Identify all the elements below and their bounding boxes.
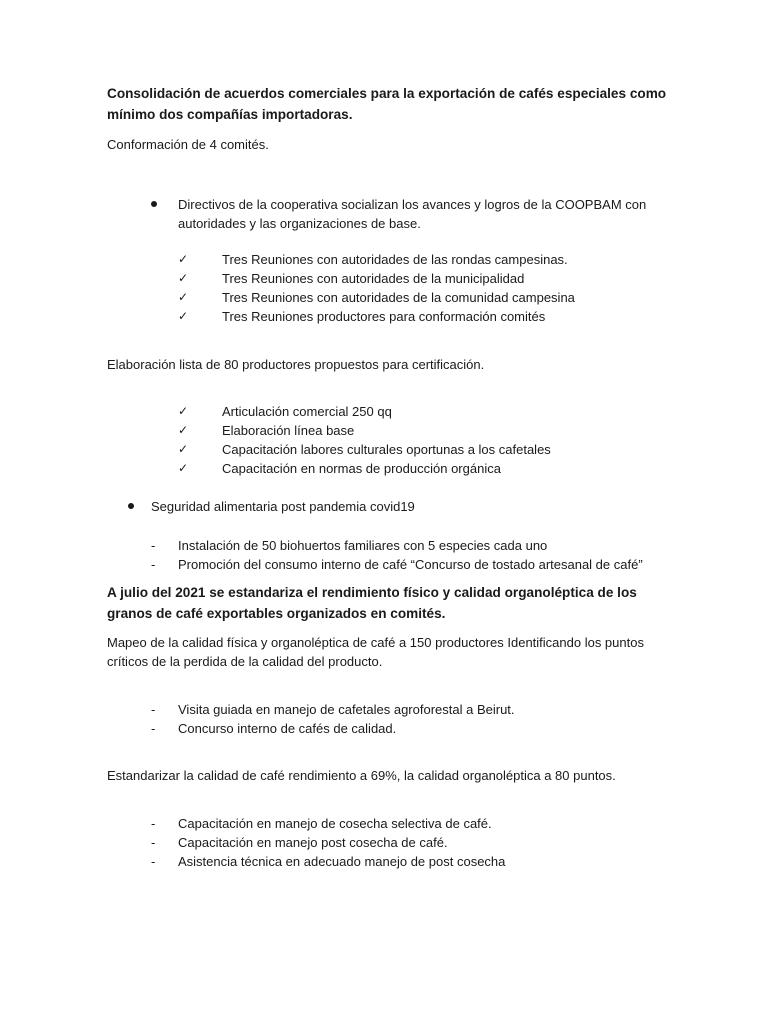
bullet-dot: [128, 503, 134, 509]
dash-marker: -: [151, 557, 156, 572]
dash-marker: -: [151, 702, 156, 717]
check-mark-icon: ✓: [178, 309, 189, 323]
check-item-text: Tres Reuniones productores para conformación comités: [222, 309, 546, 324]
bullet-item-seguridad: Seguridad alimentaria post pandemia covid19: [151, 499, 415, 514]
check-item-text: Tres Reuniones con autoridades de la municipalidad: [222, 271, 525, 286]
check-list-item: [0, 307, 768, 326]
dash-item-text: Promoción del consumo interno de café “Concurso de tostado artesanal de café”: [178, 557, 643, 572]
dash-list-item: [0, 719, 768, 738]
dash-list-item: [0, 536, 768, 555]
dash-marker: -: [151, 816, 156, 831]
check-item-text: Tres Reuniones con autoridades de las rondas campesinas.: [222, 252, 568, 267]
check-list-item: [0, 440, 768, 459]
section-heading-2: A julio del 2021 se estandariza el rendimiento físico y calidad organoléptica de los granos de café exportables organizados en comités.: [107, 585, 637, 621]
check-item-text: Tres Reuniones con autoridades de la comunidad campesina: [222, 290, 575, 305]
check-mark-icon: ✓: [178, 442, 189, 456]
dash-list-item: [0, 700, 768, 719]
dash-marker: -: [151, 538, 156, 553]
check-mark-icon: ✓: [178, 423, 189, 437]
check-mark-icon: ✓: [178, 252, 189, 266]
check-list-item: [0, 421, 768, 440]
check-item-text: Elaboración línea base: [222, 423, 355, 438]
check-mark-icon: ✓: [178, 461, 189, 475]
check-item-text: Articulación comercial 250 qq: [222, 404, 392, 419]
dash-list-item: [0, 555, 768, 574]
dash-marker: -: [151, 721, 156, 736]
paragraph-estandarizar: Estandarizar la calidad de café rendimiento a 69%, la calidad organoléptica a 80 puntos.: [107, 768, 616, 783]
dash-list-item: [0, 852, 768, 871]
dash-item-text: Instalación de 50 biohuertos familiares con 5 especies cada uno: [178, 538, 548, 553]
check-item-text: Capacitación labores culturales oportunas a los cafetales: [222, 442, 551, 457]
dash-list-item: [0, 814, 768, 833]
check-mark-icon: ✓: [178, 271, 189, 285]
dash-item-text: Visita guiada en manejo de cafetales agroforestal a Beirut.: [178, 702, 515, 717]
dash-list-item: [0, 833, 768, 852]
bullet-item-directivos: Directivos de la cooperativa socializan los avances y logros de la COOPBAM con autoridades y las organizaciones de base.: [178, 197, 647, 231]
check-list-item: [0, 250, 768, 269]
bullet-dot: [151, 201, 157, 207]
section-heading-1: Consolidación de acuerdos comerciales para la exportación de cafés especiales como mínimo dos compañías importadoras.: [107, 86, 667, 122]
paragraph-productores: Elaboración lista de 80 productores propuestos para certificación.: [107, 357, 485, 372]
paragraph-comites: Conformación de 4 comités.: [107, 137, 269, 152]
check-list-item: [0, 459, 768, 478]
check-list-item: [0, 288, 768, 307]
dash-item-text: Concurso interno de cafés de calidad.: [178, 721, 397, 736]
dash-marker: -: [151, 835, 156, 850]
dash-item-text: Capacitación en manejo post cosecha de café.: [178, 835, 448, 850]
paragraph-mapeo: Mapeo de la calidad física y organoléptica de café a 150 productores Identificando los puntos críticos de la perdida de la calidad del producto.: [107, 635, 644, 669]
dash-marker: -: [151, 854, 156, 869]
check-list-item: [0, 402, 768, 421]
check-item-text: Capacitación en normas de producción orgánica: [222, 461, 501, 476]
check-list-item: [0, 269, 768, 288]
dash-item-text: Capacitación en manejo de cosecha selectiva de café.: [178, 816, 492, 831]
dash-item-text: Asistencia técnica en adecuado manejo de post cosecha: [178, 854, 506, 869]
check-mark-icon: ✓: [178, 290, 189, 304]
check-mark-icon: ✓: [178, 404, 189, 418]
